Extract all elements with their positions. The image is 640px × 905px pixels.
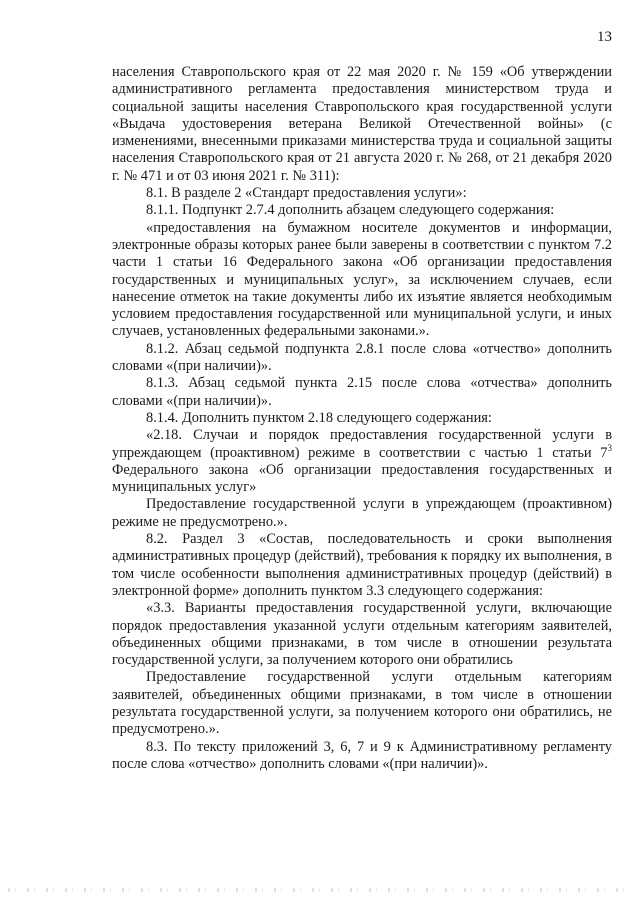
superscript: 3	[607, 442, 612, 453]
paragraph-8-1-4: 8.1.4. Дополнить пунктом 2.18 следующего содержания:	[146, 409, 492, 426]
paragraph-3-3: «3.3. Варианты предоставления государственной услуги, включающие порядок предоставления указанной услуги отдельным категориям заявителей, объединенных общими признаками, в том числе в отношении результата государственной услуги, за получением которого они обратились	[112, 600, 612, 669]
paragraph-8-1: 8.1. В разделе 2 «Стандарт предоставления услуги»:	[146, 185, 467, 202]
page-number: 13	[597, 29, 612, 45]
paragraph-8-1-2: 8.1.2. Абзац седьмой подпункта 2.8.1 после слова «отчество» дополнить словами «(при наличии)».	[112, 340, 612, 375]
paragraph-variants: Предоставление государственной услуги отдельным категориям заявителей, объединенных общими признаками, в том числе в отношении результата государственной услуги, за получением которого они обратились, не предусмотрено.».	[112, 669, 612, 738]
paragraph-2-18-text-after: Федерального закона «Об организации предоставления государственных и муниципальных услуг»	[112, 461, 612, 496]
paragraph-2-18-text-before: «2.18. Случаи и порядок предоставления государственной услуги в упреждающем (проактивном) режиме в соответствии с частью 1 статьи 7	[112, 427, 612, 461]
paragraph-8-3: 8.3. По тексту приложений 3, 6, 7 и 9 к Административному регламенту после слова «отчество» дополнить словами «(при наличии)».	[112, 738, 612, 772]
paragraph-proactive-mode: Предоставление государственной услуги в упреждающем (проактивном) режиме не предусмотрено.».	[112, 496, 612, 530]
paragraph-2-18	[112, 427, 612, 496]
paragraph-intro: населения Ставропольского края от 22 мая 2020 г. № 159 «Об утверждении административного регламента предоставления министерством труда и социальной защиты населения Ставропольского края государственной услуги «Выдача удостоверения ветерана Великой Отечественной войны» (с изменениями, внесенными приказами министерства труда и социальной защиты населения Ставропольского края от 21 августа 2020 г. № 268, от 21 декабря 2020 г. № 471 и от 03 июня 2021 г. № 311):	[112, 64, 612, 184]
paragraph-8-1-1: 8.1.1. Подпункт 2.7.4 дополнить абзацем следующего содержания:	[146, 202, 555, 219]
paragraph-8-1-3: 8.1.3. Абзац седьмой пункта 2.15 после слова «отчества» дополнить словами «(при наличии)».	[112, 375, 612, 409]
paragraph-8-1-1-quote: «предоставления на бумажном носителе документов и информации, электронные образы которых ранее были заверены в соответствии с пунктом 7.2 части 1 статьи 16 Федерального закона «Об организации предоставления государственных и муниципальных услуг», за исключением случаев, если нанесение отметок на такие документы либо их изъятие является необходимым условием предоставления государственной или муниципальной услуги, и иных случаев, установленных федеральными законами.».	[112, 219, 612, 340]
paragraph-8-2: 8.2. Раздел 3 «Состав, последовательность и сроки выполнения административных процедур (действий), требования к порядку их выполнения, в том числе особенности выполнения административных процедур (действий) в электронной форме» дополнить пунктом 3.3 следующего содержания:	[112, 531, 612, 599]
scan-noise-divider	[8, 888, 632, 892]
document-body	[112, 64, 612, 773]
